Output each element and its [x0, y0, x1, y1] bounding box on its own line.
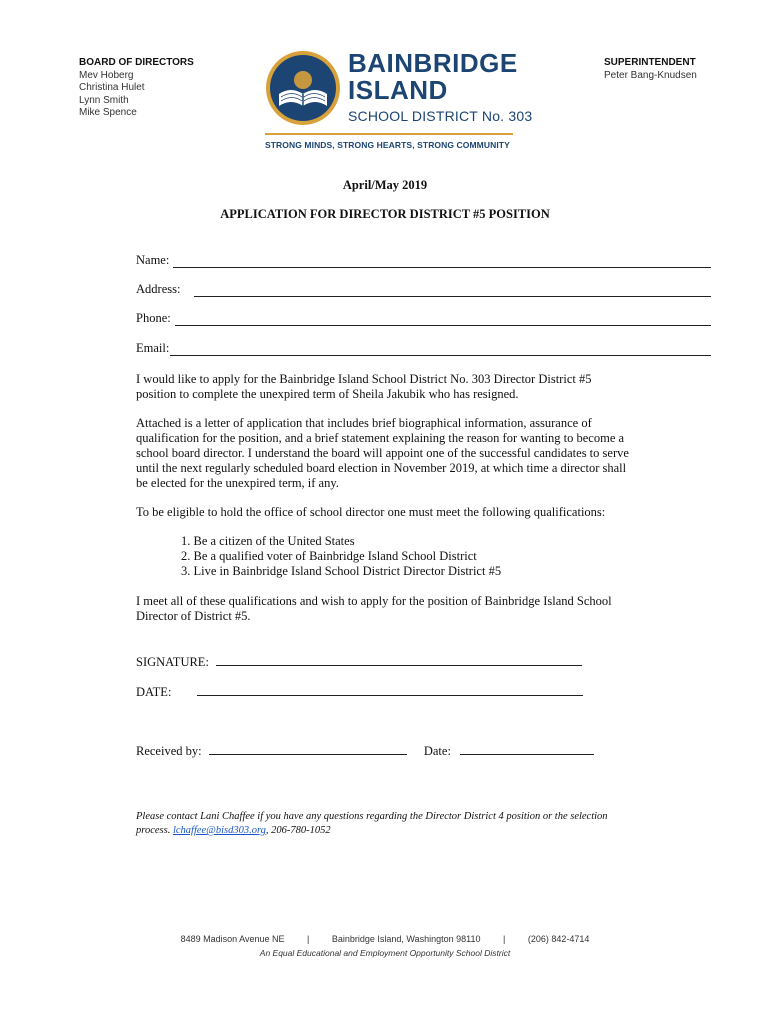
received-date-label: Date:	[423, 744, 451, 758]
board-heading: BOARD OF DIRECTORS	[79, 57, 194, 68]
name-input-line[interactable]	[173, 255, 711, 268]
board-member: Mike Spence	[79, 107, 137, 118]
footer-phone: (206) 842-4714	[527, 934, 590, 944]
intro-paragraph: I would like to apply for the Bainbridge Island School District No. 303 Director District #5 position to complete the unexpired term of Sheila Jakubik who has resigned.	[136, 372, 592, 401]
name-field[interactable]	[136, 252, 711, 268]
affirmation-paragraph: I meet all of these qualifications and wish to apply for the position of Bainbridge Island School Director of District #5.	[136, 594, 612, 623]
logo-divider	[265, 133, 513, 135]
board-member: Lynn Smith	[79, 94, 129, 106]
phone-field[interactable]	[136, 310, 711, 326]
date-row	[136, 683, 583, 700]
email-label: Email:	[136, 341, 170, 355]
footer-city: Bainbridge Island, Washington 98110	[331, 934, 481, 944]
signature-label: SIGNATURE:	[136, 655, 209, 669]
email-field[interactable]	[136, 340, 711, 356]
list-item: 2. Be a qualified voter of Bainbridge Island School District	[181, 549, 477, 563]
superintendent-name: Peter Bang-Knudsen	[604, 69, 697, 81]
logo-line-2: ISLAND	[348, 75, 448, 105]
footer-divider: |	[307, 934, 310, 944]
board-of-directors	[79, 57, 194, 120]
address-input-line[interactable]	[194, 284, 711, 297]
signature-row	[136, 653, 582, 670]
board-member: Mev Hoberg	[79, 69, 134, 81]
address-label: Address:	[136, 282, 181, 296]
book-icon	[265, 50, 341, 126]
footer-statement: An Equal Educational and Employment Opportunity School District	[259, 948, 511, 958]
contact-email-link[interactable]: lchaffee@bisd303.org	[172, 825, 266, 836]
attachment-paragraph: Attached is a letter of application that includes brief biographical information, assurance of qualification for the position, and a brief statement explaining the reason for wanting to become a school board director. I understand the board will appoint one of the successful candidates to serve until the next regularly scheduled board election in November 2019, at which time a director shall be elected for the unexpired term, if any.	[136, 416, 629, 490]
superintendent-heading: SUPERINTENDENT	[604, 57, 696, 68]
qualifications-list	[181, 534, 501, 579]
footer-address: 8489 Madison Avenue NE	[180, 934, 285, 944]
contact-text: Please contact Lani Chaffee if you have any questions regarding the Director District 4 position or the selection process.	[136, 811, 608, 836]
received-by-label: Received by:	[136, 744, 202, 758]
document-title: APPLICATION FOR DIRECTOR DISTRICT #5 POSITION	[220, 207, 550, 221]
received-by-line[interactable]	[209, 742, 407, 755]
name-label: Name:	[136, 253, 170, 267]
email-input-line[interactable]	[170, 343, 711, 356]
contact-phone: , 206-780-1052	[265, 825, 331, 836]
received-date-line[interactable]	[460, 742, 594, 755]
list-item: 1. Be a citizen of the United States	[181, 534, 355, 548]
received-row	[136, 742, 594, 759]
list-item: 3. Live in Bainbridge Island School District Director District #5	[181, 564, 502, 578]
logo-line-1: BAINBRIDGE	[348, 48, 518, 78]
board-member: Christina Hulet	[79, 82, 145, 93]
logo-wordmark	[348, 50, 518, 104]
address-field[interactable]	[136, 281, 711, 297]
phone-input-line[interactable]	[175, 313, 711, 326]
district-logo-emblem	[265, 50, 341, 126]
document-date: April/May 2019	[342, 178, 428, 192]
eligibility-paragraph: To be eligible to hold the office of school director one must meet the following qualifications:	[136, 505, 606, 519]
signature-line[interactable]	[216, 653, 582, 666]
superintendent	[604, 57, 697, 82]
logo-tagline: STRONG MINDS, STRONG HEARTS, STRONG COMMUNITY	[265, 140, 510, 150]
phone-label: Phone:	[136, 311, 171, 325]
contact-note	[136, 810, 616, 838]
footer-address-line	[0, 934, 770, 944]
date-line[interactable]	[197, 683, 583, 696]
date-label: DATE:	[136, 685, 172, 699]
logo-line-3: SCHOOL DISTRICT No. 303	[348, 108, 533, 124]
footer-divider: |	[503, 934, 506, 944]
